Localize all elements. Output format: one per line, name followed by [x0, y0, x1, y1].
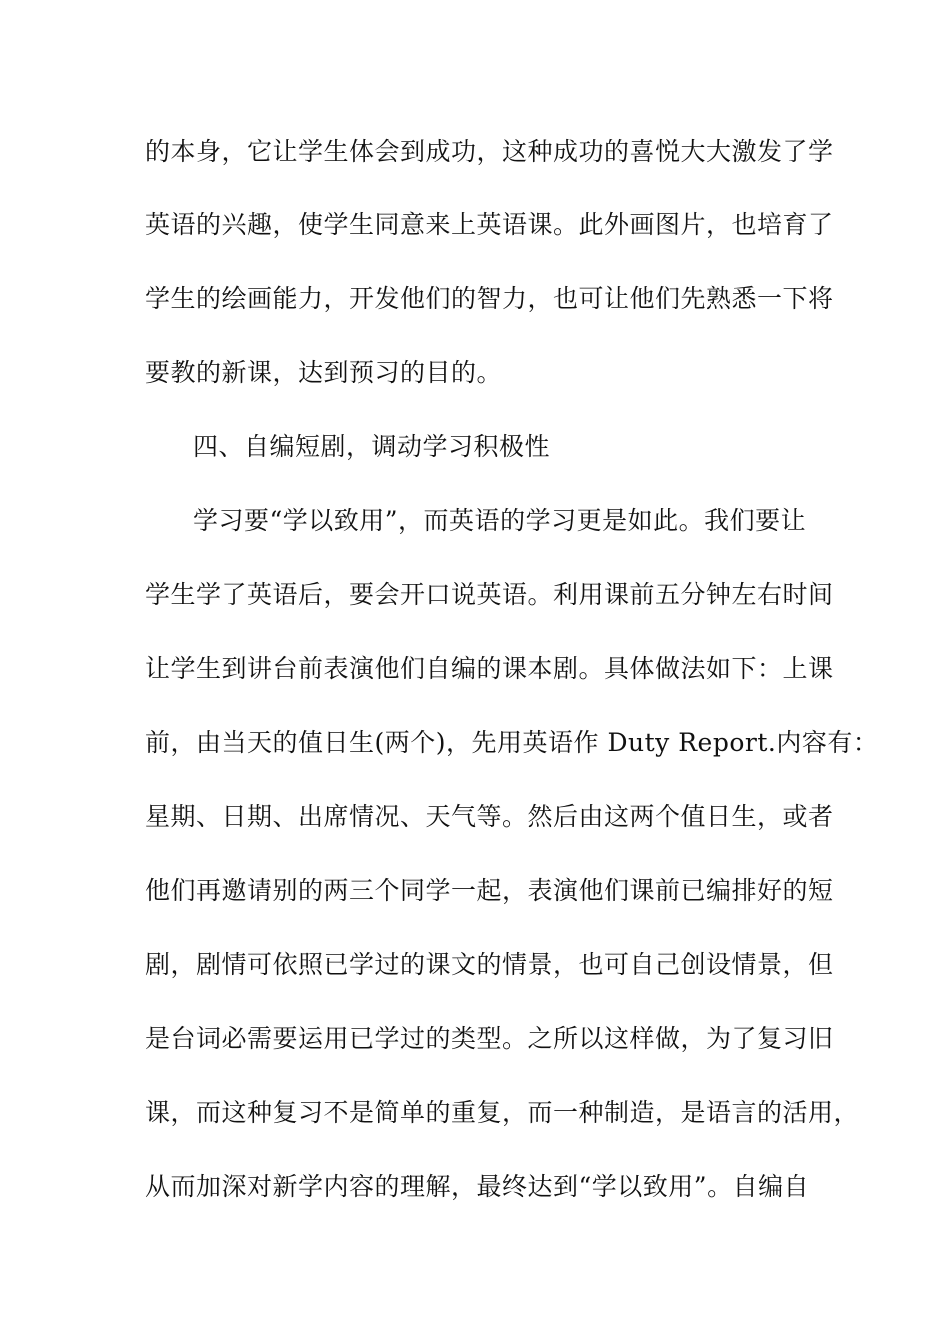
- section-heading: 四、自编短剧，调动学习积极性: [193, 432, 551, 461]
- text-line-14: 课，而这种复习不是简单的重复，而一种制造，是语言的活用，: [145, 1098, 860, 1127]
- text-line-7: 学生学了英语后，要会开口说英语。利用课前五分钟左右时间: [145, 580, 834, 609]
- text-line-2: 英语的兴趣，使学生同意来上英语课。此外画图片，也培育了: [145, 210, 834, 239]
- text-line-8: 让学生到讲台前表演他们自编的课本剧。具体做法如下：上课: [145, 654, 834, 683]
- text-line-9: 前，由当天的值日生(两个)，先用英语作 Duty Report.内容有：: [145, 728, 879, 757]
- text-line-3: 学生的绘画能力，开发他们的智力，也可让他们先熟悉一下将: [145, 284, 834, 313]
- text-line-15: 从而加深对新学内容的理解，最终达到“学以致用”。自编自: [145, 1172, 810, 1201]
- text-line-6: 学习要“学以致用”，而英语的学习更是如此。我们要让: [193, 506, 807, 535]
- text-line-10: 星期、日期、出席情况、天气等。然后由这两个值日生，或者: [145, 802, 834, 831]
- text-line-1: 的本身，它让学生体会到成功，这种成功的喜悦大大激发了学: [145, 137, 834, 166]
- text-line-12: 剧，剧情可依照已学过的课文的情景，也可自己创设情景，但: [145, 950, 834, 979]
- text-line-4: 要教的新课，达到预习的目的。: [145, 358, 503, 387]
- text-line-11: 他们再邀请别的两三个同学一起，表演他们课前已编排好的短: [145, 876, 834, 905]
- text-line-13: 是台词必需要运用已学过的类型。之所以这样做，为了复习旧: [145, 1024, 834, 1053]
